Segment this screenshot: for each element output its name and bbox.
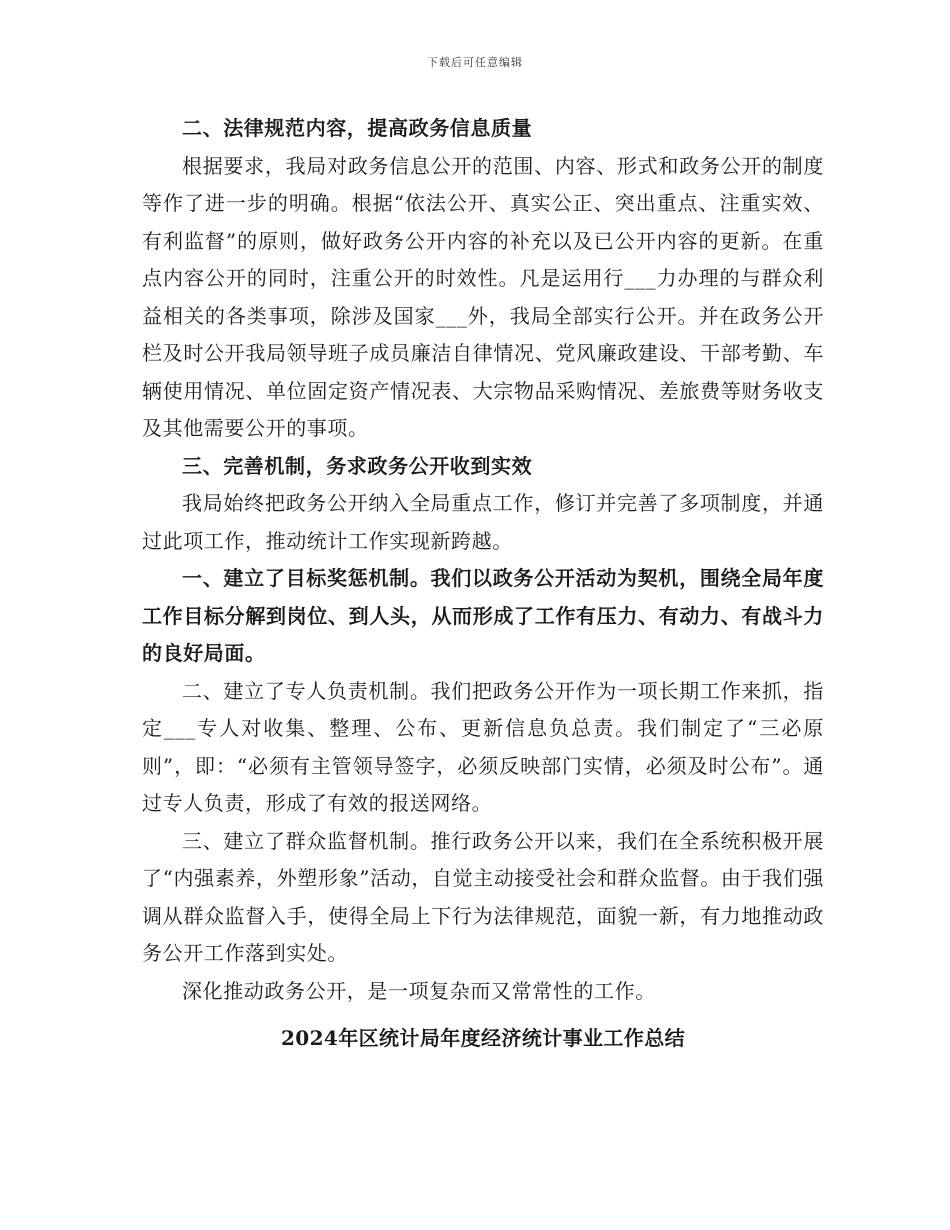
- paragraph-conclusion: 深化推动政务公开，是一项复杂而又常常性的工作。: [182, 978, 656, 1003]
- paragraph-reward-mechanism: 一、建立了目标奖惩机制。我们以政务公开活动为契机，围绕全局年度工作目标分解到岗位、到人头，从而形成了工作有压力、有动力、有战斗力的良好局面。: [142, 566, 824, 665]
- section-heading-3: 三、完善机制，务求政务公开收到实效: [182, 453, 533, 478]
- paragraph-supervision-mechanism: 三、建立了群众监督机制。推行政务公开以来，我们在全系统积极开展了“内强素养，外塑形象”活动，自觉主动接受社会和群众监督。由于我们强调从群众监督入手，使得全局上下行为法律规范，面貌一新，有力地推动政务公开工作落到实处。: [142, 828, 824, 965]
- next-document-title: 2024年区统计局年度经济统计事业工作总结: [280, 1026, 686, 1050]
- paragraph-info-disclosure: 根据要求，我局对政务信息公开的范围、内容、形式和政务公开的制度等作了进一步的明确。根据“依法公开、真实公正、突出重点、注重实效、有利监督”的原则，做好政务公开内容的补充以及已公开内容的更新。在重点内容公开的同时，注重公开的时效性。凡是运用行___力办理的与群众利益相关的各类事项，除涉及国家___外，我局全部实行公开。并在政务公开栏及时公开我局领导班子成员廉洁自律情况、党风廉政建设、干部考勤、车辆使用情况、单位固定资产情况表、大宗物品采购情况、差旅费等财务收支及其他需要公开的事项。: [142, 153, 824, 440]
- section-heading-2: 二、法律规范内容，提高政务信息质量: [182, 116, 533, 140]
- page-header: 下载后可任意编辑: [427, 56, 523, 69]
- document-body: [142, 110, 824, 1058]
- paragraph-responsibility-mechanism: 二、建立了专人负责机制。我们把政务公开作为一项长期工作来抓，指定___专人对收集、整理、公布、更新信息负总责。我们制定了“三必原则”，即：“必须有主管领导签字，必须反映部门实情，必须及时公布”。通过专人负责，形成了有效的报送网络。: [142, 678, 824, 815]
- paragraph-key-work: 我局始终把政务公开纳入全局重点工作，修订并完善了多项制度，并通过此项工作，推动统计工作实现新跨越。: [142, 491, 824, 553]
